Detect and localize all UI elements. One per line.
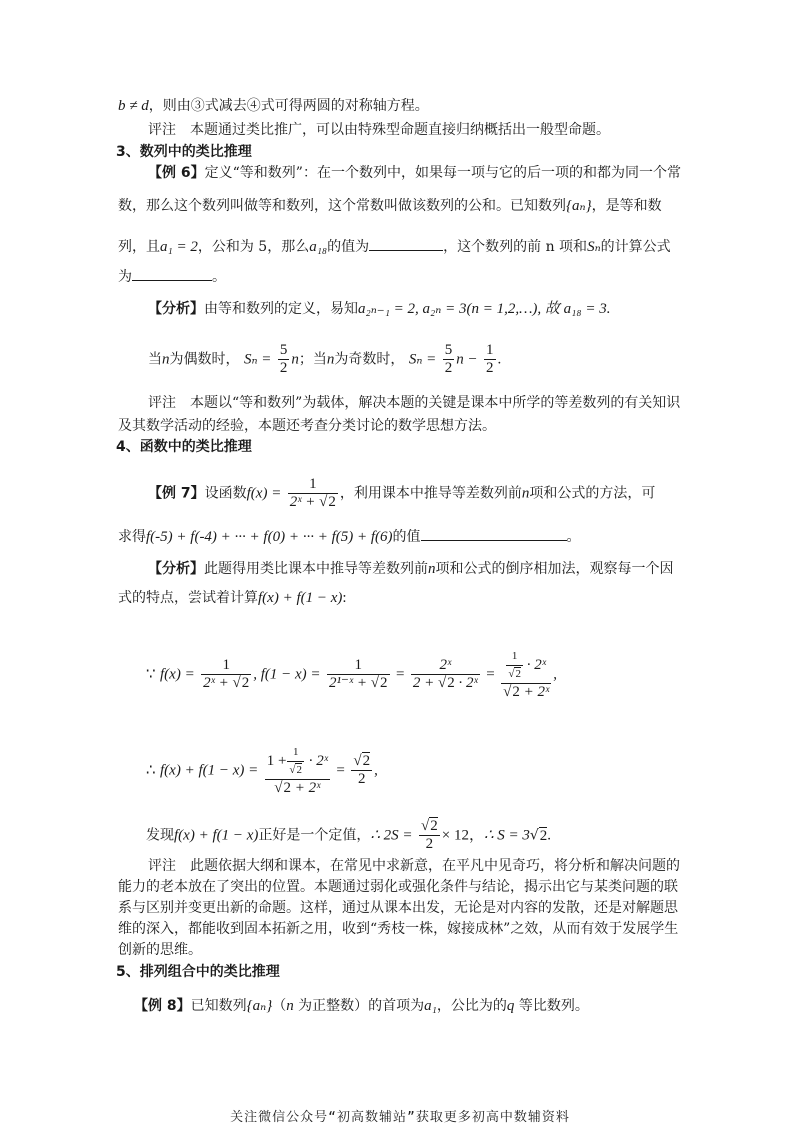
a1: a₁ bbox=[424, 998, 437, 1014]
example-6-line-1 bbox=[148, 163, 681, 183]
text: 数，那么这个数列叫做等和数列，这个常数叫做该数列的公和。已知数列 bbox=[118, 198, 566, 214]
colon: : bbox=[342, 590, 347, 606]
numerator bbox=[501, 648, 551, 684]
text: 等比数列。 bbox=[514, 998, 589, 1014]
fraction-2 bbox=[327, 657, 390, 692]
sqrt-2: 2 bbox=[447, 675, 455, 691]
sum-expression: f(-5) + f(-4) + ··· + f(0) + ··· + f(5) + f(6) bbox=[146, 529, 393, 545]
answer-blank-a18 bbox=[369, 236, 443, 251]
text: ，公和为 5，那么 bbox=[197, 239, 310, 255]
numerator: 1 bbox=[506, 648, 523, 666]
section-heading-5: 5、排列组合中的类比推理 bbox=[116, 964, 280, 980]
line-bd-condition bbox=[118, 96, 429, 116]
text: 项和公式的倒序相加法，观察每一个因 bbox=[435, 561, 674, 577]
example-7-line-1 bbox=[148, 476, 655, 511]
sequence-an: {aₙ} bbox=[246, 998, 273, 1014]
text: 项和公式的方法，可 bbox=[529, 485, 656, 502]
sqrt-2: 2 bbox=[296, 764, 302, 776]
example-tag: 【例 6】 bbox=[148, 165, 205, 181]
example-tag: 【例 8】 bbox=[134, 998, 191, 1014]
Sn-equals: Sₙ = bbox=[243, 351, 272, 368]
example-6-line-4 bbox=[118, 266, 226, 287]
denominator: √2 bbox=[289, 764, 302, 776]
sqrt-2: 2 bbox=[283, 780, 292, 796]
text: 正好是一个定值， bbox=[258, 827, 371, 844]
den-text: + 2ˣ bbox=[291, 780, 321, 796]
numerator: 1 bbox=[288, 476, 338, 494]
den-text: 2ˣ + bbox=[203, 675, 233, 691]
example-6-line-3 bbox=[118, 236, 671, 257]
section-heading-4: 4、函数中的类比推理 bbox=[116, 439, 252, 455]
inner-fraction bbox=[506, 648, 523, 683]
comment-7-line-3: 系与区别并变更出新的命题。这样，通过从课本出发，无论是对内容的发散，还是对解题思 bbox=[118, 900, 678, 916]
therefore-symbol: ∴ bbox=[146, 762, 156, 779]
sum-Sn: Sₙ bbox=[587, 239, 601, 255]
therefore-S: ∴ S = 3 bbox=[483, 827, 530, 844]
text: 为偶数时， bbox=[169, 351, 240, 368]
fraction-1 bbox=[201, 657, 251, 692]
comment-analogy: 评注 本题通过类比推广，可以由特殊型命题直接归纳概括出一般型命题。 bbox=[148, 122, 610, 138]
denominator: 2 bbox=[357, 771, 366, 787]
analysis-tag: 【分析】 bbox=[148, 301, 204, 317]
fx-plus-f1mx: f(x) + f(1 − x) bbox=[258, 590, 343, 606]
equals: = bbox=[336, 762, 345, 779]
denominator: 2¹⁻ˣ + √2 bbox=[329, 675, 388, 691]
analysis-6-cases bbox=[148, 342, 501, 377]
text: 为正整数）的首项为 bbox=[293, 998, 425, 1014]
analysis-7-line-2 bbox=[118, 588, 347, 608]
fraction-5-over-2 bbox=[278, 342, 290, 377]
fraction-5-over-2 bbox=[443, 342, 455, 377]
comment-7-line-5: 创新的思维。 bbox=[118, 942, 202, 958]
fraction-compound bbox=[265, 744, 330, 797]
therefore-2S: ∴ 2S = bbox=[370, 827, 413, 844]
text: 定义“等和数列”：在一个数列中，如果每一项与它的后一项的和都为同一个常 bbox=[204, 165, 681, 181]
numerator: 2ˣ bbox=[411, 657, 480, 675]
text: 。 bbox=[566, 529, 581, 545]
comment-6-line-1: 评注 本题以“等和数列”为载体，解决本题的关键是课本中所学的等差数列的有关知识 bbox=[148, 395, 681, 411]
example-7-line-2 bbox=[118, 526, 581, 547]
fx-equals: f(x) = bbox=[246, 485, 282, 502]
numerator: 5 bbox=[444, 342, 453, 358]
var-n: n bbox=[521, 485, 530, 502]
text: ；当 bbox=[298, 351, 327, 368]
numerator: √2 bbox=[353, 753, 371, 769]
denominator: 2ˣ + √2 bbox=[203, 675, 250, 691]
text: 的值 bbox=[392, 529, 421, 545]
inner-fraction bbox=[287, 744, 304, 779]
text: ，公比为的 bbox=[436, 998, 507, 1014]
finding-line: 发现f(x) + f(1 − x)正好是一个定值，∴ 2S = $\frac{√2}{2}$ × 12，∴ S = 3√2. bbox=[146, 818, 552, 852]
var-n: n bbox=[326, 351, 335, 368]
analysis-6-line-1 bbox=[148, 299, 610, 319]
comment-7-line-2: 能力的老本放在了突出的位置。本题通过弱化或强化条件与结论，揭示出它与某类问题的联 bbox=[118, 879, 678, 895]
num-text: · 2ˣ bbox=[522, 656, 546, 673]
fraction-1-over-2x-plus-root2 bbox=[288, 476, 338, 511]
inequality-b-d: b ≠ d bbox=[118, 98, 149, 114]
den-text: 2¹⁻ˣ + bbox=[329, 675, 371, 691]
var-n: n bbox=[428, 561, 436, 577]
text: 已知数列 bbox=[190, 998, 247, 1014]
period: . bbox=[497, 351, 502, 368]
text: 式的特点，尝试着计算 bbox=[118, 590, 258, 606]
text: ，则由③式减去④式可得两圆的对称轴方程。 bbox=[148, 98, 429, 114]
text: 列，且 bbox=[118, 239, 160, 255]
denominator: √2 + 2ˣ bbox=[274, 780, 321, 796]
comma: , bbox=[374, 762, 378, 779]
text: ，这个数列的前 n 项和 bbox=[443, 239, 588, 255]
example-8-line-1 bbox=[134, 996, 589, 1016]
text: 求得 bbox=[118, 529, 146, 545]
sqrt-2: 2 bbox=[430, 818, 438, 834]
fraction-4-compound bbox=[501, 648, 551, 701]
text: 发现 bbox=[146, 827, 174, 844]
numerator bbox=[265, 744, 330, 780]
sqrt-2: 2 bbox=[241, 675, 250, 691]
denominator: 2ˣ + √2 bbox=[289, 494, 336, 510]
fraction-root2-over-2 bbox=[419, 818, 440, 853]
sequence-an: {aₙ} bbox=[566, 198, 592, 214]
answer-blank-Sn bbox=[132, 266, 212, 281]
numerator: 5 bbox=[279, 342, 288, 358]
text: （ bbox=[272, 998, 287, 1014]
lhs: f(x) + f(1 − x) = bbox=[160, 762, 259, 779]
text: ，是等和数 bbox=[591, 198, 662, 214]
sqrt-2: 2 bbox=[515, 668, 521, 680]
numerator: 1 bbox=[327, 657, 390, 675]
because-symbol: ∵ bbox=[146, 666, 156, 683]
footer-wechat-note: 关注微信公众号“初高数辅站”获取更多初高中数辅资料 bbox=[230, 1110, 570, 1125]
sqrt-2: 2 bbox=[539, 827, 548, 844]
text: 的值为 bbox=[327, 239, 370, 255]
var-n: n bbox=[291, 351, 299, 368]
numerator: 1 bbox=[486, 342, 494, 358]
fx-equals: f(x) = bbox=[160, 666, 195, 683]
den-text: · 2ˣ bbox=[454, 675, 478, 691]
text: 的计算公式 bbox=[600, 239, 671, 255]
numerator: 1 bbox=[287, 744, 304, 762]
denominator: 2 bbox=[486, 360, 494, 376]
section-heading-3: 3、数列中的类比推理 bbox=[116, 144, 252, 160]
num-text: 1 + bbox=[266, 752, 287, 769]
var-n: n bbox=[286, 998, 294, 1014]
equation-2 bbox=[146, 744, 378, 797]
times-12: × 12， bbox=[441, 827, 484, 844]
text: ，利用课本中推导等差数列前 bbox=[339, 485, 522, 502]
fraction-3 bbox=[411, 657, 480, 692]
comment-7-line-1: 评注 此题依据大纲和课本，在常见中求新意，在平凡中见奇巧，将分析和解决问题的 bbox=[148, 858, 680, 874]
example-tag: 【例 7】 bbox=[148, 485, 205, 502]
equals: = bbox=[395, 666, 405, 683]
sqrt-2: 2 bbox=[512, 684, 520, 700]
Sn-equals: Sₙ = bbox=[408, 351, 437, 368]
text: 设函数 bbox=[204, 485, 247, 502]
den-text: 2 + bbox=[412, 675, 439, 691]
denominator: 2 bbox=[425, 836, 434, 852]
comma: , bbox=[553, 666, 557, 683]
period: . bbox=[547, 827, 552, 844]
fx-plus-f1mx: f(x) + f(1 − x) bbox=[174, 827, 259, 844]
analysis-7-line-1 bbox=[148, 559, 674, 579]
text: 为奇数时， bbox=[334, 351, 405, 368]
numerator: √2 bbox=[421, 818, 438, 834]
example-6-line-2 bbox=[118, 196, 662, 216]
equation-1 bbox=[146, 648, 557, 701]
f1mx-equals: , f(1 − x) = bbox=[253, 666, 321, 683]
var-n: n bbox=[162, 351, 170, 368]
text: 。 bbox=[212, 269, 226, 285]
a1-equals-2: a₁ = 2 bbox=[160, 239, 198, 255]
answer-blank-sum bbox=[421, 526, 567, 541]
den-text: + 2ˣ bbox=[519, 684, 550, 700]
formula-a2n: a₂ₙ₋₁ = 2, a₂ₙ = 3(n = 1,2,…), 故 a₁₈ = 3. bbox=[358, 301, 611, 317]
a18: a₁₈ bbox=[309, 239, 328, 255]
fraction-1-over-2 bbox=[484, 342, 496, 377]
denominator: 2 + √2 · 2ˣ bbox=[412, 675, 478, 691]
sqrt-2: 2 bbox=[328, 494, 336, 510]
fraction-root2-over-2 bbox=[351, 753, 372, 788]
equals: = bbox=[486, 666, 495, 683]
analysis-tag: 【分析】 bbox=[148, 561, 204, 577]
text: 为 bbox=[118, 269, 132, 285]
denominator: 2 bbox=[444, 360, 453, 376]
n-minus: n − bbox=[456, 351, 478, 368]
text: 此题得用类比课本中推导等差数列前 bbox=[204, 561, 428, 577]
den-2x-plus: 2ˣ + bbox=[289, 494, 320, 510]
sqrt-2: 2 bbox=[362, 753, 371, 769]
comment-6-line-2: 及其数学活动的经验，本题还考查分类讨论的数学思想方法。 bbox=[118, 418, 496, 434]
numerator: 1 bbox=[201, 657, 251, 675]
denominator: √2 bbox=[508, 668, 521, 680]
sqrt-2: 2 bbox=[380, 675, 388, 691]
text: 由等和数列的定义，易知 bbox=[204, 301, 358, 317]
num-text: · 2ˣ bbox=[304, 752, 328, 769]
denominator: 2 bbox=[279, 360, 288, 376]
comment-7-line-4: 维的深入，都能收到固本拓新之用，收到“秀枝一株，嫁接成林”之效，从而有效于发展学生 bbox=[118, 921, 679, 937]
text: 当 bbox=[148, 351, 162, 368]
var-q: q bbox=[506, 998, 515, 1014]
denominator: √2 + 2ˣ bbox=[503, 684, 550, 700]
